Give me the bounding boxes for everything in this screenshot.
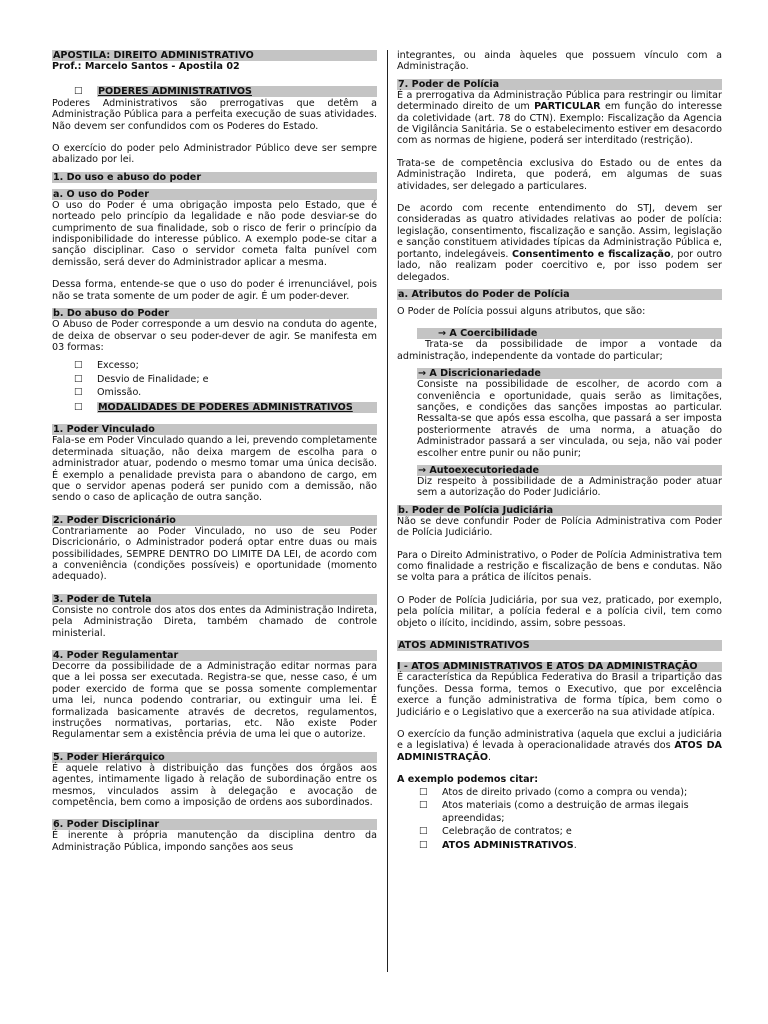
attribute-heading: → A Discricionariedade xyxy=(417,368,722,379)
paragraph: É inerente à própria manutenção da disciplina dentro da Administração Pública, impondo sanções aos seus xyxy=(52,830,377,853)
list-item: □ Desvio de Finalidade; e xyxy=(74,373,209,385)
paragraph: Contrariamente ao Poder Vinculado, no uso de seu Poder Discricionário, o Administrador poderá optar entre duas ou mais possibilidades, SEMPRE DENTRO DO LIMITE DA LEI, de acordo com a conveniência (condições possíveis) e oportunidade (momento adequado). xyxy=(52,525,377,583)
right-column xyxy=(397,50,722,852)
subsection-heading: a. Atributos do Poder de Polícia xyxy=(397,289,722,300)
subsection-heading: b. Do abuso do Poder xyxy=(52,308,377,319)
paragraph: Consiste na possibilidade de escolher, de acordo com a conveniência e oportunidade, quais serão as limitações, sanções, e condições das sanções impostas ao particular. Ressalta-se que após essa escolha, que passará a ser imposta posteriormente através de uma norma, a atuação do Administrador passará a ser vinculada, ou seja, não vai poder escolher entre punir ou não punir; xyxy=(417,379,722,459)
subsection-heading: 1. Poder Vinculado xyxy=(52,424,377,435)
subsection-heading: 4. Poder Regulamentar xyxy=(52,650,377,661)
paragraph: O exercício do poder pelo Administrador Público deve ser sempre abalizado por lei. xyxy=(52,143,377,166)
paragraph: O uso do Poder é uma obrigação imposta pelo Estado, que é norteado pelo princípio da legalidade e não pode desviar-se do cumprimento de sua finalidade, sob o risco de ferir o princípio da indisponibilidade do interesse público. A exemplo pode-se citar a sanção disciplinar. Caso o servidor cometa falta punível com demissão, será dever do Administrador aplicar a mesma. xyxy=(52,199,377,268)
paragraph-heading: A exemplo podemos citar: xyxy=(397,774,539,786)
paragraph: O Poder de Polícia Judiciária, por sua vez, praticado, por exemplo, pela polícia militar, a polícia federal e a polícia civil, tem como objeto o ilícito, incidindo, assim, sobre pessoas. xyxy=(397,594,722,629)
list-item: □ Celebração de contratos; e xyxy=(419,826,572,838)
section-heading: 1. Do uso e abuso do poder xyxy=(52,172,377,183)
list-item: □ Omissão. xyxy=(74,386,142,398)
paragraph: Trata-se de competência exclusiva do Estado ou de entes da Administração Indireta, que poderá, em algumas de suas atividades, ser delegado a particulares. xyxy=(397,157,722,192)
paragraph: Para o Direito Administrativo, o Poder de Polícia Administrativa tem como finalidade a restrição e fiscalização de bens e condutas. Não se volta para a prática de ilícitos penais. xyxy=(397,549,722,584)
subsection-heading: 6. Poder Disciplinar xyxy=(52,819,377,830)
paragraph: É característica da República Federativa do Brasil a tripartição das funções. Dessa forma, temos o Executivo, que por excelência exerce a função administrativa de forma típica, bem como o Judiciário e o Legislativo que a exercerão na sua atividade atípica. xyxy=(397,672,722,718)
list-item: □ Atos materiais (como a destruição de armas ilegais apreendidas; xyxy=(419,799,689,825)
attribute-heading: → A Coercibilidade xyxy=(417,328,722,339)
paragraph: O Abuso de Poder corresponde a um desvio na conduta do agente, de deixa de observar o seu poder-dever de agir. Se manifesta em 03 formas: xyxy=(52,319,377,353)
section-heading: ATOS ADMINISTRATIVOS xyxy=(397,640,722,651)
paragraph: Dessa forma, entende-se que o uso do poder é irrenunciável, pois não se trata somente de um poder de agir. É um poder-dever. xyxy=(52,279,377,302)
square-bullet-icon: □ xyxy=(74,360,83,371)
modalidades-heading xyxy=(74,402,377,413)
paragraph: Decorre da possibilidade de a Administração editar normas para que a lei possa ser executada. Registra-se que, nesse caso, é um poder exercido de forma que se possa somente complementar uma lei, nunca podendo contrariar, ou extinguir uma lei. É formalizada basicamente através de decretos, regulamentos, instruções normativas, portarias, etc. Não existe Poder Regulamentar sem a existência prévia de uma lei que o autorize. xyxy=(52,661,377,741)
list-item: □ Excesso; xyxy=(74,360,139,372)
paragraph: Não se deve confundir Poder de Polícia Administrativa com Poder de Polícia Judiciário. xyxy=(397,515,722,539)
paragraph: Poderes Administrativos são prerrogativas que detêm a Administração Pública para a perfeita execução de suas atividades. Não devem ser confundidos com os Poderes do Estado. xyxy=(52,97,377,132)
paragraph: É aquele relativo à distribuição das funções dos órgãos aos agentes, intimamente ligado à relação de subordinação entre os mesmos, vinculados assim à delegação e avocação de competência, bem como a imposição de ordens aos subordinados. xyxy=(52,762,377,809)
paragraph: Fala-se em Poder Vinculado quando a lei, prevendo completamente determinada situação, não deixa margem de escolha para o administrador atuar, podendo o mesmo tomar uma única decisão. É exemplo a penalidade prevista para o abandono de cargo, em que o servidor apenas poderá ser punido com a demissão, não sendo o caso de aplicação de outra sanção. xyxy=(52,435,377,504)
subsection-heading: I - ATOS ADMINISTRATIVOS E ATOS DA ADMINISTRAÇÃO xyxy=(397,662,722,672)
left-column xyxy=(52,50,377,853)
paragraph: Trata-se da possibilidade de impor a vontade da administração, independente da vontade do particular; xyxy=(397,339,722,362)
document-subtitle: Prof.: Marcelo Santos - Apostila 02 xyxy=(52,61,240,72)
list-item: □ ATOS ADMINISTRATIVOS. xyxy=(419,839,577,851)
square-bullet-icon: □ xyxy=(74,373,83,384)
square-bullet-icon: □ xyxy=(419,786,428,797)
section-title: MODALIDADES DE PODERES ADMINISTRATIVOS xyxy=(97,402,377,413)
paragraph: Diz respeito à possibilidade de a Administração poder atuar sem a autorização do Poder Judiciário. xyxy=(417,475,722,499)
square-bullet-icon: □ xyxy=(419,826,428,837)
column-divider xyxy=(387,50,388,972)
subsection-heading: 5. Poder Hierárquico xyxy=(52,752,377,763)
section-title: PODERES ADMINISTRATIVOS xyxy=(97,86,377,97)
subsection-heading: a. O uso do Poder xyxy=(52,189,377,200)
square-bullet-icon: □ xyxy=(74,86,83,97)
subsection-heading: 3. Poder de Tutela xyxy=(52,594,377,605)
subsection-heading: 7. Poder de Polícia xyxy=(397,79,722,90)
square-bullet-icon: □ xyxy=(74,386,83,397)
square-bullet-icon: □ xyxy=(419,839,428,850)
square-bullet-icon: □ xyxy=(419,799,428,810)
paragraph: O Poder de Polícia possui alguns atributos, que são: xyxy=(397,305,646,317)
attribute-heading: → Autoexecutoriedade xyxy=(417,465,722,476)
square-bullet-icon: □ xyxy=(74,401,83,412)
document-title: APOSTILA: DIREITO ADMINISTRATIVO xyxy=(52,50,377,61)
paragraph: O exercício da função administrativa (aquela que exclui a judiciária e a legislativa) é levada à operacionalidade através dos ATOS DA ADMINISTRAÇÃO. xyxy=(397,729,722,763)
poderes-heading xyxy=(74,86,377,97)
paragraph: De acordo com recente entendimento do STJ, devem ser consideradas as quatro atividades relativas ao poder de polícia: legislação, consentimento, fiscalização e sanção. Assim, legislação e sanção constituem atividades típicas da Administração Pública e, portanto, indelegáveis. Consentimento e fiscalização, por outro lado, não realizam poder coercitivo e, por isso podem ser delegados. xyxy=(397,203,722,283)
list-item: □ Atos de direito privado (como a compra ou venda); xyxy=(419,786,688,798)
subsection-heading: b. Poder de Polícia Judiciária xyxy=(397,505,722,516)
subsection-heading: 2. Poder Discricionário xyxy=(52,515,377,526)
paragraph: integrantes, ou ainda àqueles que possuem vínculo com a Administração. xyxy=(397,50,722,73)
paragraph: Consiste no controle dos atos dos entes da Administração Indireta, pela Administração Direta, também chamado de controle ministerial. xyxy=(52,604,377,639)
paragraph: É a prerrogativa da Administração Pública para restringir ou limitar determinado direito de um PARTICULAR em função do interesse da coletividade (art. 78 do CTN). Exemplo: Fiscalização da Agencia de Vigilância Sanitária. Se o estabelecimento estiver em desacordo com as normas de higiene, poderá ser interditado (restrição). xyxy=(397,89,722,147)
